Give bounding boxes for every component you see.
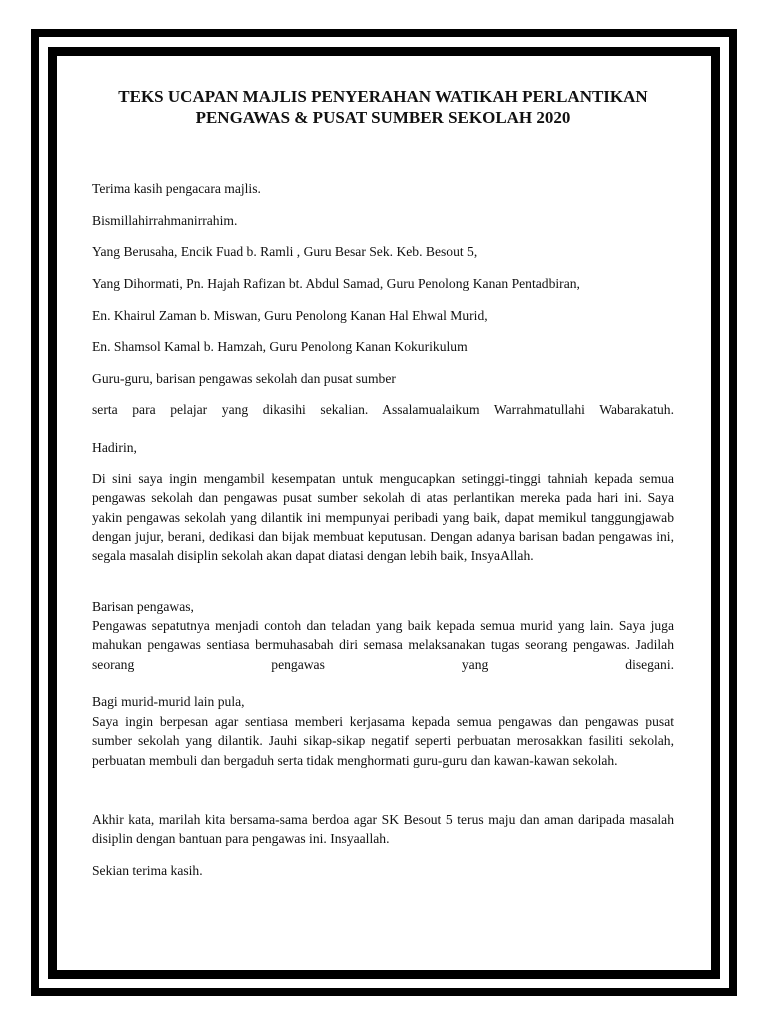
paragraph-pengawas: Pengawas sepatutnya menjadi contoh dan teladan yang baik kepada semua murid yang lain. Saya juga mahukan pengawas sentiasa bermuhasabah diri semasa melaksanakan tugas seorang pengawas. Jadilah seorang pengawas yang disegani. <box>92 618 674 672</box>
title-line-2: PENGAWAS & PUSAT SUMBER SEKOLAH 2020 <box>195 108 571 127</box>
paragraph-tahniah: Di sini saya ingin mengambil kesempatan untuk mengucapkan setinggi-tinggi tahniah kepada semua pengawas sekolah dan pengawas pusat sumber sekolah di atas perlantikan mereka pada hari ini. Saya yakin pengawas sekolah yang dilantik ini mempunyai peribadi yang baik, dapat memikul tanggungjawab dengan jujur, berani, dedikasi dan bijak membuat keputusan. Dengan adanya barisan badan pengawas ini, segala masalah disiplin sekolah akan dapat diatasi dengan lebih baik, InsyaAllah. <box>92 471 674 564</box>
greeting-line: Terima kasih pengacara majlis. <box>92 181 261 196</box>
hadirin-heading: Hadirin, <box>92 440 137 455</box>
closing-line: Sekian terima kasih. <box>92 863 203 878</box>
honor-line-5: Guru-guru, barisan pengawas sekolah dan pusat sumber <box>92 371 396 386</box>
paragraph-murid: Saya ingin berpesan agar sentiasa memberi kerjasama kepada semua pengawas dan pengawas pusat sumber sekolah yang dilantik. Jauhi sikap-sikap negatif seperti perbuatan merosakkan fasiliti sekolah, perbuatan membuli dan bergaduh serta tidak menghormati guru-guru dan kawan-kawan sekolah. <box>92 714 674 768</box>
document-page <box>92 86 674 878</box>
bismillah-line: Bismillahirrahmanirrahim. <box>92 213 238 228</box>
paragraph-akhir-kata: Akhir kata, marilah kita bersama-sama berdoa agar SK Besout 5 terus maju dan aman daripada masalah disiplin dengan bantuan para pengawas ini. Insyaallah. <box>92 812 674 847</box>
murid-heading: Bagi murid-murid lain pula, <box>92 694 245 709</box>
title-line-1: TEKS UCAPAN MAJLIS PENYERAHAN WATIKAH PERLANTIKAN <box>118 87 648 106</box>
document-title <box>92 86 674 128</box>
honor-line-1: Yang Berusaha, Encik Fuad b. Ramli , Guru Besar Sek. Keb. Besout 5, <box>92 244 478 259</box>
honor-line-6: serta para pelajar yang dikasihi sekalian. Assalamualaikum Warrahmatullahi Wabarakatuh. <box>92 402 674 417</box>
honor-line-2: Yang Dihormati, Pn. Hajah Rafizan bt. Abdul Samad, Guru Penolong Kanan Pentadbiran, <box>92 276 580 291</box>
honor-line-3: En. Khairul Zaman b. Miswan, Guru Penolong Kanan Hal Ehwal Murid, <box>92 308 488 323</box>
honor-line-4: En. Shamsol Kamal b. Hamzah, Guru Penolong Kanan Kokurikulum <box>92 339 468 354</box>
barisan-heading: Barisan pengawas, <box>92 599 194 614</box>
